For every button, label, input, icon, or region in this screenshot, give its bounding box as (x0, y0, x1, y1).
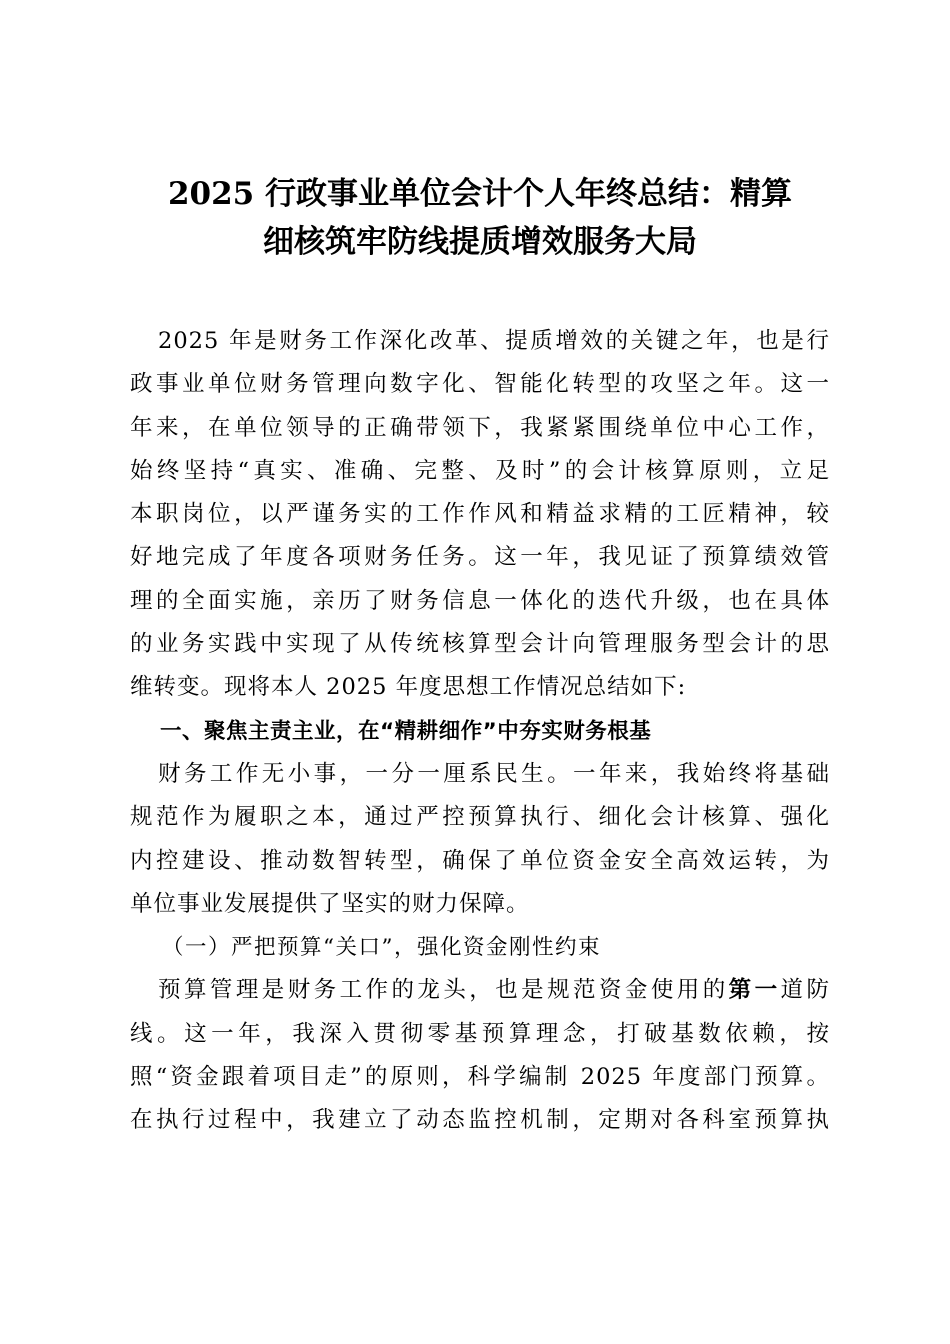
text-line: 维转变。现将本人 2025 年度思想工作情况总结如下: (130, 674, 687, 701)
intro-paragraph (130, 320, 830, 710)
text-line: 内控建设、推动数智转型，确保了单位资金安全高效运转，为 (130, 847, 830, 874)
text-line (130, 969, 830, 1012)
text-line: 理的全面实施，亲历了财务信息一体化的迭代升级，也在具体 (130, 587, 830, 614)
subsection-heading-1: （一）严把预算“关口”，强化资金刚性约束 (162, 935, 601, 961)
text-line: 财务工作无小事，一分一厘系民生。一年来，我始终将基础 (158, 760, 830, 787)
text-line: 2025 年是财务工作深化改革、提质增效的关键之年，也是行 (158, 328, 830, 354)
document-body (130, 320, 830, 1143)
text-line: 线。这一年，我深入贯彻零基预算理念，打破基数依赖，按 (130, 1020, 830, 1047)
text-segment: 道防 (780, 977, 830, 1004)
text-line: 年来，在单位领导的正确带领下，我紧紧围绕单位中心工作， (130, 414, 830, 441)
document-title (130, 170, 830, 266)
text-segment: 预算管理是财务工作的龙头，也是规范资金使用的 (158, 977, 729, 1004)
text-line: 政事业单位财务管理向数字化、智能化转型的攻坚之年。这一 (130, 371, 830, 398)
text-line: 规范作为履职之本，通过严控预算执行、细化会计核算、强化 (130, 804, 830, 831)
text-line: 在执行过程中，我建立了动态监控机制，定期对各科室预算执 (130, 1107, 830, 1134)
subsection1-paragraph (130, 969, 830, 1142)
title-line-1: 2025 行政事业单位会计个人年终总结：精算 (167, 176, 793, 212)
section-heading-1: 一、聚焦主责主业，在“精耕细作”中夯实财务根基 (160, 718, 652, 744)
text-line: 始终坚持“真实、准确、完整、及时”的会计核算原则，立足 (130, 457, 830, 484)
bold-text-segment: 第一 (728, 977, 781, 1004)
text-line: 本职岗位，以严谨务实的工作作风和精益求精的工匠精神，较 (130, 501, 830, 528)
text-line: 单位事业发展提供了坚实的财力保障。 (130, 890, 530, 917)
text-line: 好地完成了年度各项财务任务。这一年，我见证了预算绩效管 (130, 544, 830, 571)
text-line: 的业务实践中实现了从传统核算型会计向管理服务型会计的思 (130, 631, 830, 658)
title-line-2: 细核筑牢防线提质增效服务大局 (263, 224, 697, 260)
text-line: 照“资金跟着项目走”的原则，科学编制 2025 年度部门预算。 (130, 1064, 830, 1091)
section1-paragraph (130, 753, 830, 926)
